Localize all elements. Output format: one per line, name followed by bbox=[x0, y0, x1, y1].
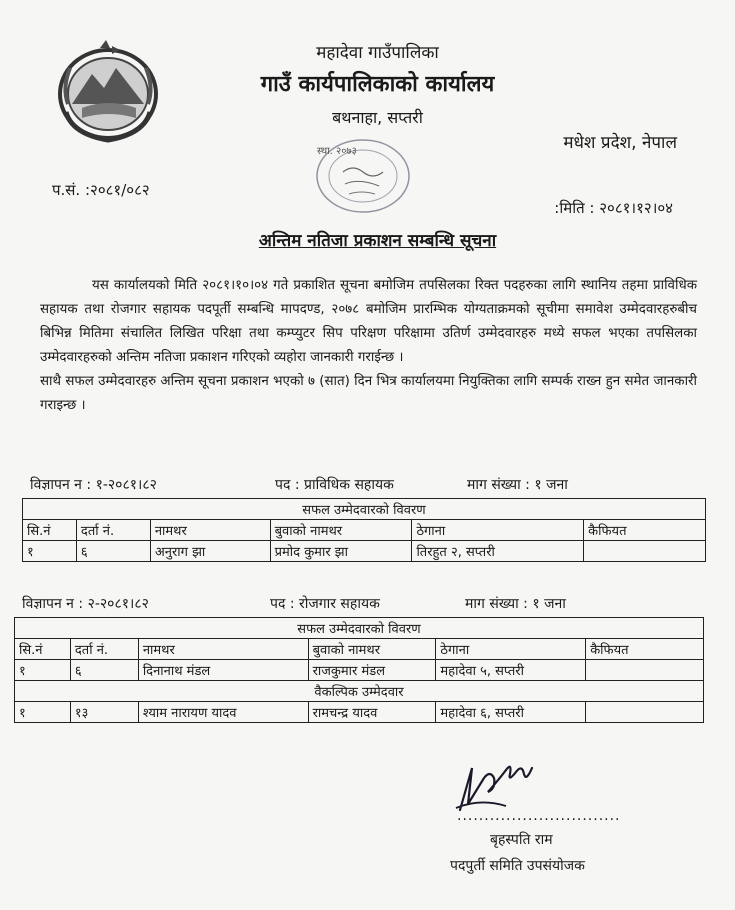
ad1-section-row bbox=[23, 499, 706, 520]
table-cell bbox=[586, 660, 704, 681]
ad2-post: पद : रोजगार सहायक bbox=[270, 596, 380, 612]
table-cell bbox=[584, 541, 706, 562]
table-cell: ६ bbox=[70, 660, 138, 681]
issue-date: :मिति : २०८१।१२।०४ bbox=[554, 199, 673, 217]
notice-paragraph-2: साथै सफल उम्मेदवारहरु अन्तिम सूचना प्रकाशन भएको ७ (सात) दिन भित्र कार्यालयमा नियुक्तिका लागि सम्पर्क राख्न हुन समेत जानकारी गराइन्छ । bbox=[40, 374, 697, 413]
table-cell: १ bbox=[15, 660, 71, 681]
column-header: सि.नं bbox=[15, 639, 71, 660]
signatory-title: पदपुर्ती समिति उपसंयोजक bbox=[450, 858, 585, 874]
column-header: ठेगाना bbox=[412, 520, 584, 541]
ad1-demand: माग संख्या : १ जना bbox=[467, 477, 568, 493]
column-header: बुवाको नामथर bbox=[270, 520, 412, 541]
office-location: बथनाहा, सप्तरी bbox=[332, 108, 423, 127]
table-row bbox=[15, 702, 704, 723]
table-cell: रामचन्द्र यादव bbox=[308, 702, 436, 723]
ad1-post: पद : प्राविधिक सहायक bbox=[275, 477, 394, 493]
table-cell: १ bbox=[23, 541, 77, 562]
province-text: मधेश प्रदेश, नेपाल bbox=[563, 133, 677, 153]
ad2-results-table bbox=[14, 617, 704, 723]
column-header: सि.नं bbox=[23, 520, 77, 541]
ad2-header-row bbox=[15, 639, 704, 660]
table-cell: महादेवा ५, सप्तरी bbox=[436, 660, 586, 681]
column-header: दर्ता नं. bbox=[76, 520, 150, 541]
office-stamp bbox=[303, 132, 413, 216]
ad1-number: विज्ञापन न : १-२०८१।८२ bbox=[30, 477, 157, 493]
table-cell: ६ bbox=[76, 541, 150, 562]
signatory-name: बृहस्पति राम bbox=[490, 832, 553, 848]
table-cell: राजकुमार मंडल bbox=[308, 660, 436, 681]
column-header: बुवाको नामथर bbox=[308, 639, 436, 660]
ad1-header-row bbox=[23, 520, 706, 541]
notice-subject: अन्तिम नतिजा प्रकाशन सम्बन्धि सूचना bbox=[258, 231, 497, 251]
table-cell bbox=[586, 702, 704, 723]
table-cell: तिरहुत २, सप्तरी bbox=[412, 541, 584, 562]
column-header: नामथर bbox=[150, 520, 270, 541]
municipality-name: महादेवा गाउँपालिका bbox=[316, 43, 439, 63]
table-cell: श्याम नारायण यादव bbox=[138, 702, 308, 723]
reference-number: प.सं. :२०८१/०८२ bbox=[52, 181, 150, 199]
table-row bbox=[15, 660, 704, 681]
table-cell: अनुराग झा bbox=[150, 541, 270, 562]
ad1-section-title: सफल उम्मेदवारको विवरण bbox=[23, 499, 706, 520]
column-header: दर्ता नं. bbox=[70, 639, 138, 660]
ad2-section-row bbox=[15, 618, 704, 639]
office-name: गाउँ कार्यपालिकाको कार्यालय bbox=[260, 72, 495, 97]
ad2-number: विज्ञापन न : २-२०८१।८२ bbox=[22, 596, 149, 612]
column-header: कैफियत bbox=[584, 520, 706, 541]
stamp-text: स्था. २०७३ bbox=[317, 146, 357, 157]
column-header: ठेगाना bbox=[436, 639, 586, 660]
ad2-demand: माग संख्या : १ जना bbox=[465, 596, 566, 612]
signature-line: .............................. bbox=[457, 808, 621, 824]
table-cell: दिनानाथ मंडल bbox=[138, 660, 308, 681]
ad2-alternate-section-row bbox=[15, 681, 704, 702]
ad1-results-table bbox=[22, 498, 706, 562]
notice-paragraph-1: यस कार्यालयको मिति २०८१।१०।०४ गते प्रकाशित सूचना बमोजिम तपसिलका रिक्त पदहरुका लागि स्थानिय तहमा प्राविधिक सहायक तथा रोजगार सहायक पदपूर्ती सम्बन्धि मापदण्ड, २०७८ बमोजिम प्रारम्भिक योग्यताक्रमको सूचीमा समावेश उम्मेदवारहरुबीच बिभिन्न मितिमा संचालित लिखित परिक्षा तथा कम्प्युटर सिप परिक्षण परिक्षामा उतिर्ण उम्मेदवारहरु मध्ये सफल भएका तपसिलका उम्मेदवारहरुको अन्तिम नतिजा प्रकाशन गरिएको व्यहोरा जानकारी गराईन्छ । bbox=[40, 278, 697, 365]
ad2-alternate-title: वैकल्पिक उम्मेदवार bbox=[15, 681, 704, 702]
ad2-section-title: सफल उम्मेदवारको विवरण bbox=[15, 618, 704, 639]
table-row bbox=[23, 541, 706, 562]
notice-body bbox=[40, 274, 697, 418]
table-cell: महादेवा ६, सप्तरी bbox=[436, 702, 586, 723]
column-header: कैफियत bbox=[586, 639, 704, 660]
table-cell: १३ bbox=[70, 702, 138, 723]
column-header: नामथर bbox=[138, 639, 308, 660]
table-cell: १ bbox=[15, 702, 71, 723]
table-cell: प्रमोद कुमार झा bbox=[270, 541, 412, 562]
